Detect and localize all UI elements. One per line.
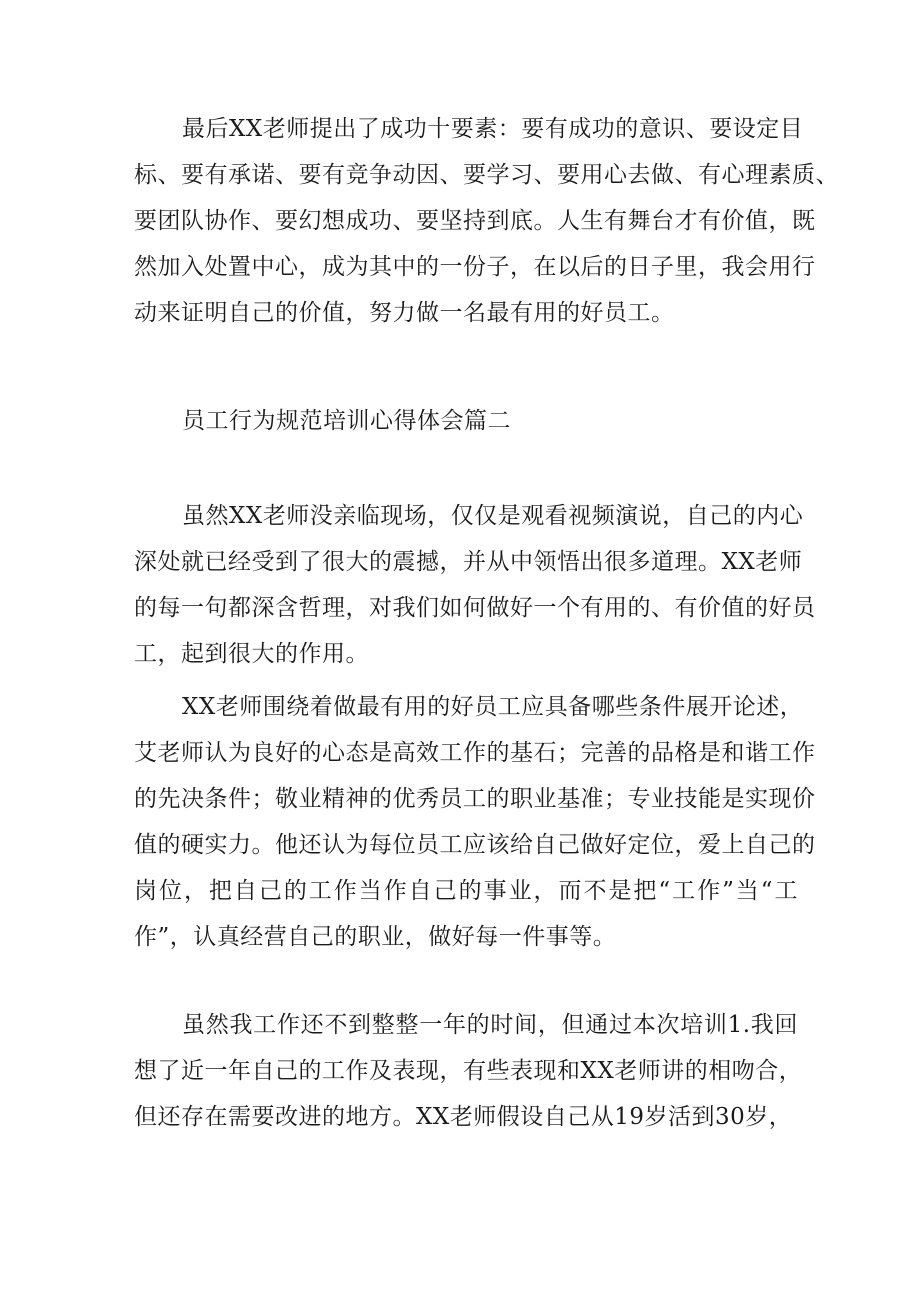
paragraph-line: 但还存在需要改进的地方。XX老师假设自己从19岁活到30岁， <box>134 1104 793 1130</box>
paragraph-line: 动来证明自己的价值，努力做一名最有用的好员工。 <box>134 300 675 326</box>
paragraph-line: 的每一句都深含哲理，对我们如何做好一个有用的、有价值的好员 <box>134 595 816 621</box>
paragraph-success-factors <box>134 106 839 336</box>
paragraph-line: 虽然我工作还不到整整一年的时间，但通过本次培训1.我回 <box>182 1012 798 1038</box>
paragraph-line: 的先决条件；敬业精神的优秀员工的职业基准；专业技能是实现价 <box>134 786 816 812</box>
paragraph-line: 值的硬实力。他还认为每位员工应该给自己做好定位，爱上自己的 <box>134 832 816 858</box>
paragraph-line: 岗位，把自己的工作当作自己的事业，而不是把“工作”当“工 <box>134 878 798 904</box>
paragraph-line: 工，起到很大的作用。 <box>134 641 369 667</box>
paragraph-personal-reflection <box>134 1002 803 1140</box>
paragraph-line: 标、要有承诺、要有竞争动因、要学习、要用心去做、有心理素质、 <box>134 162 839 188</box>
paragraph-video-impression <box>134 493 816 677</box>
paragraph-line: 然加入处置中心，成为其中的一份子，在以后的日子里，我会用行 <box>134 254 816 280</box>
paragraph-line: XX老师围绕着做最有用的好员工应具备哪些条件展开论述， <box>182 694 804 720</box>
section-heading: 员工行为规范培训心得体会篇二 <box>182 408 511 434</box>
paragraph-line: 艾老师认为良好的心态是高效工作的基石；完善的品格是和谐工作 <box>134 740 816 766</box>
paragraph-line: 深处就已经受到了很大的震撼，并从中领悟出很多道理。XX老师 <box>134 549 803 575</box>
paragraph-good-employee <box>134 684 816 960</box>
paragraph-line: 想了近一年自己的工作及表现，有些表现和XX老师讲的相吻合， <box>134 1058 803 1084</box>
paragraph-line: 虽然XX老师没亲临现场，仅仅是观看视频演说，自己的内心 <box>182 503 804 529</box>
paragraph-line: 要团队协作、要幻想成功、要坚持到底。人生有舞台才有价值，既 <box>134 208 816 234</box>
paragraph-line: 作”，认真经营自己的职业，做好每一件事等。 <box>134 924 617 950</box>
paragraph-line: 最后XX老师提出了成功十要素：要有成功的意识、要设定目 <box>182 116 804 142</box>
